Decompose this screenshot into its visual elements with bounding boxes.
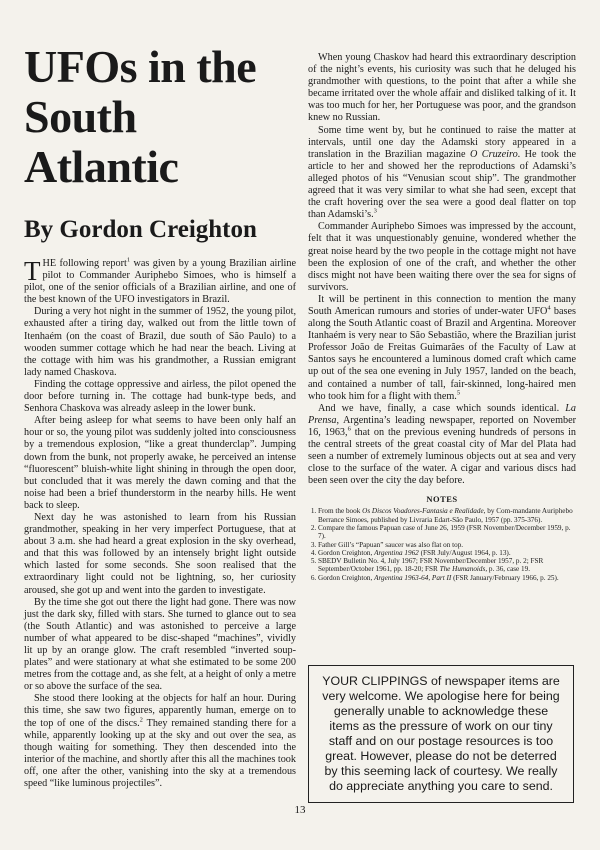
paragraph: Commander Auriphebo Simoes was impressed by the account, felt that it was unquestionably genuine, wondered whether the great noise heard by the two people in the cottage might not have been the explosion of one of the craft, and whether the other discs might not have been waiting there over the sea for signs of survivors. xyxy=(308,221,576,293)
paragraph: And we have, finally, a case which sounds identical. La Prensa, Argentina’s leading newspaper, reported on November 16, 1963,$^6$ that on the previous evening hundreds of persons in the central streets of the great coastal city of Mar del Plata had seen a number of extremely luminous objects out at sea and very close to the surface of the water. A cigar and various discs had been seen over the city the day before. xyxy=(308,402,576,487)
footnote-ref: 2 xyxy=(139,716,143,724)
drop-cap: T xyxy=(24,256,41,286)
article-body-left xyxy=(24,258,296,790)
left-column xyxy=(24,42,296,790)
article-body-right xyxy=(308,52,576,487)
note-item: 6. Gordon Creighton, Argentina 1963-64, Part II (FSR January/February 1966, p. 25). xyxy=(318,574,576,582)
footnote-ref: 5 xyxy=(456,389,461,397)
paragraph: When young Chaskov had heard this extraordinary description of the night’s events, his curiosity was such that he deluged his grandmother with questions, to the point that after a while she became irritated over the whole affair and disliked talking of it. It was too much for her, her Portuguese was poor, and the grandson knew no Russian. xyxy=(308,52,576,124)
note-item: 3. Father Gill’s “Papuan” saucer was also flat on top. xyxy=(318,541,576,549)
paragraph: Some time went by, but he continued to raise the matter at intervals, until one day the Adamski story appeared in a translation in the Brazilian magazine O Cruzeiro. He took the article to her and showed her the reproductions of Adamski’s alleged photos of his “Venusian scout ship”. The grandmother agreed that it was very similar to what she had seen, except that the craft hovering over the sea were a good deal flatter on top than Adamski’s.$^3$ xyxy=(308,124,577,221)
note-item: 2. Compare the famous Papuan case of June 26, 1959 (FSR November/December 1959, p. 7). xyxy=(318,524,576,541)
clippings-notice-box: YOUR CLIPPINGS of newspaper items are very welcome. We apologise here for being generally unable to acknowledge these items as the pressure of work on our tiny staff and on our postage resources is too great. However, please do not be deterred by this seeming lack of courtesy. We really do appreciate anything you care to send. xyxy=(308,665,574,803)
page-number: 13 xyxy=(294,804,306,816)
article-byline: By Gordon Creighton xyxy=(24,216,257,243)
notes-section xyxy=(308,494,576,582)
notes-list xyxy=(308,507,576,582)
footnote-ref: 4 xyxy=(547,304,551,312)
paragraph: THE following report$^1$ was given by a young Brazilian airline pilot to Commander Auriphebo Simoes, who is himself a pilot, one of the senior officials of a Brazilian airline, and one of the best known of the UFO investigators in Brazil. xyxy=(24,256,296,306)
paragraph: By the time she got out there the light had gone. There was now just the dark sky, filled with stars. She turned to glance out to sea (the South Atlantic) and was astonished to perceive a large number of what appeared to be disc-shaped “machines”, vividly lit up by an orange glow. The craft resembled “inverted soup-plates” and were stationary at what she estimated to be some 200 metres from the cottage and, as she felt, at a height of only a metre or so above the surface of the sea. xyxy=(24,596,296,693)
paragraph: It will be pertinent in this connection to mention the many South American rumours and stories of under-water UFO$^4$ bases along the South Atlantic coast of Brazil and Argentina. Moreover Itanhaém is very near to São Sebastião, where the Brazilian jurist Professor João de Freitas Guimarães of the Faculty of Law at Santos says he encountered a luminous domed craft which came up out of the sea one evening in July 1957, landed on the beach, and contained a number of tall, fair-skinned, long-haired men who took him for a flight with them.$^5$ xyxy=(308,293,576,402)
paragraph: Finding the cottage oppressive and airless, the pilot opened the door before turning in. The cottage had bunk-type beds, and Senhora Chaskova was already asleep in the lower bunk. xyxy=(24,378,296,415)
note-item: 5. SBEDV Bulletin No. 4, July 1967; FSR November/December 1957, p. 2; FSR September/October 1961, pp. 18-20; FSR The Humanoids, p. 36, case 19. xyxy=(318,557,576,574)
note-item: 4. Gordon Creighton, Argentina 1962 (FSR July/August 1964, p. 13). xyxy=(318,549,576,557)
paragraph: After being asleep for what seems to have been only half an hour or so, the young pilot was suddenly jolted into consciousness by a tremendous explosion, “like a great thunderclap”. Jumping down from the bunk, not properly awake, he perceived an intense “fluorescent” bluish-white light shining in through the open door, but concluded that it was merely the dawn coming and that the noise had been a brief thunderstorm in the nearby hills. He went back to sleep. xyxy=(24,415,296,511)
footnote-ref: 1 xyxy=(126,256,131,264)
article-title: UFOs in the South Atlantic xyxy=(24,41,257,192)
note-item: 1. From the book Os Discos Voadores-Fantasia e Realidade, by Com-mandante Auriphebo Berrance Simoes, published by Livraria Edart-São Paulo, 1957 (pp. 375-376). xyxy=(318,507,576,524)
footnote-ref: 3 xyxy=(373,207,377,215)
paragraph: During a very hot night in the summer of 1952, the young pilot, exhausted after a tiring day, walked out from the little town of Itenhaém (on the coast of Brazil, due south of São Paulo) to a wooden summer cottage which he had near the beach. Living at the cottage with him was his grandmother, a Russian emigrant lady named Chaskova. xyxy=(24,306,296,378)
paragraph: She stood there looking at the objects for half an hour. During this time, she saw two figures, apparently human, emerge on to the top of one of the discs.$^2$ They remained standing there for a while, apparently looking up at the sky and out over the sea, as though waiting for something. They then descended into the interior of the machine, and shortly after this all the machines took off, one after the other, vanishing into the sky at a tremendous speed “like luminous projectiles”. xyxy=(24,693,297,790)
footnote-ref: 6 xyxy=(347,425,351,433)
right-column xyxy=(308,52,576,582)
paragraph: Next day he was astonished to learn from his Russian grandmother, speaking in her very imperfect Portuguese, that at about 3 a.m. she had heard a great explosion in the sky overhead, and that this was followed by an intensely bright light outside which lasted for some seconds. She soon realised that the extraordinary light could not be lightning, so, her curiosity aroused, she got up and went into the garden to investigate. xyxy=(24,511,296,596)
notes-heading: NOTES xyxy=(426,494,458,505)
